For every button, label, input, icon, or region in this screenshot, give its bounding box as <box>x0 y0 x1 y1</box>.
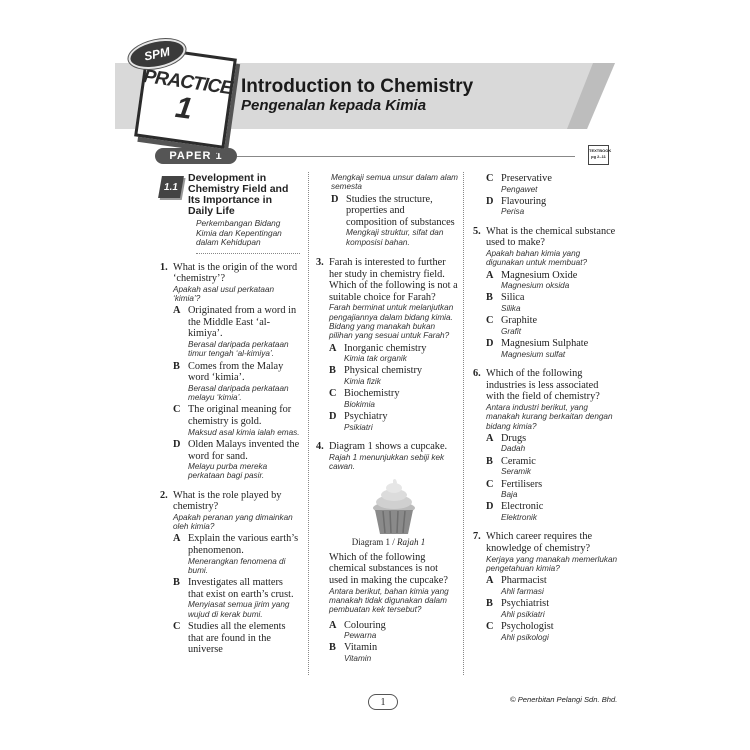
question-number: 1. <box>160 261 168 273</box>
option-text: Magnesium Sulphate <box>501 338 589 350</box>
option-text-malay: Grafit <box>501 326 522 336</box>
option-c[interactable]: C Studies all the elements that are found in the universe <box>173 621 300 656</box>
cupcake-icon <box>369 477 419 535</box>
option-text-malay: Ahli farmasi <box>501 586 544 596</box>
copyright: © Penerbitan Pelangi Sdn. Bhd. <box>510 695 618 704</box>
diagram-caption-ms: Rajah 1 <box>397 537 426 548</box>
subtopic-number: 1.1 <box>158 176 184 198</box>
column-divider <box>308 172 309 675</box>
question-4-continued <box>486 173 618 217</box>
divider <box>237 156 575 157</box>
option-text-malay: Mengkaji semua unsur dalam alam semesta <box>331 173 458 192</box>
option-text-malay: Elektronik <box>501 513 537 523</box>
option-text-malay: Biokimia <box>344 399 375 409</box>
question-3 <box>316 257 458 432</box>
question-2 <box>160 490 300 656</box>
question-number: 4. <box>316 441 324 453</box>
option-text: Psychiatrist <box>501 598 550 610</box>
option-b[interactable]: B Ceramic Seramik <box>486 456 618 477</box>
question-text-malay: Apakah peranan yang dimainkan oleh kimia? <box>173 512 293 532</box>
option-text-malay: Dadah <box>501 444 526 454</box>
option-text: Graphite <box>501 315 538 327</box>
option-text: Electronic <box>501 501 544 513</box>
option-text-malay: Ahli psikiatri <box>501 609 545 619</box>
question-5 <box>473 226 618 359</box>
question-2-continued <box>331 173 458 247</box>
option-text: Pharmacist <box>501 575 547 587</box>
question-text: What is the origin of the word ‘chemistry’? <box>173 261 298 285</box>
spm-badge: SPM <box>126 34 189 73</box>
practice-number: 1 <box>173 90 195 126</box>
option-text-malay: Berasal daripada perkataan melayu ‘kimia’. <box>188 383 289 403</box>
practice-label: PRACTICE <box>142 65 234 99</box>
option-text-malay: Magnesium sulfat <box>501 349 566 359</box>
option-d[interactable]: D Electronic Elektronik <box>486 501 618 522</box>
option-text-malay: Ahli psikologi <box>501 632 549 642</box>
option-text: Silica <box>501 292 525 304</box>
subtopic-title: Development in Chemistry Field and Its Importance in Daily Life <box>188 172 289 217</box>
column-3 <box>473 173 618 651</box>
subtopic-header <box>160 173 300 217</box>
question-number: 6. <box>473 368 481 380</box>
option-c[interactable]: C Biochemistry Biokimia <box>329 388 458 409</box>
diagram-caption-en: Diagram 1 / <box>351 537 395 548</box>
option-b[interactable]: B Investigates all matters that exist on earth’s crust. Menyiasat semua jirim yang wujud di kerak bumi. <box>173 577 300 619</box>
option-b[interactable]: B Silica Silika <box>486 292 618 313</box>
option-text: Investigates all matters that exist on earth’s crust. <box>188 577 294 600</box>
option-b[interactable]: B Physical chemistry Kimia fizik <box>329 365 458 386</box>
option-d[interactable]: D Psychiatry Psikiatri <box>329 411 458 432</box>
cupcake-image <box>329 477 458 535</box>
question-6 <box>473 368 618 522</box>
option-text: Inorganic chemistry <box>344 342 427 354</box>
option-a[interactable]: A Explain the various earth’s phenomenon. Menerangkan fenomena di bumi. <box>173 533 299 575</box>
option-text-malay: Perisa <box>501 207 525 217</box>
option-a[interactable]: A Colouring Pewarna <box>329 620 458 641</box>
page-number: 1 <box>368 694 398 710</box>
option-b[interactable]: B Comes from the Malay word ‘kimia’. Berasal daripada perkataan melayu ‘kimia’. <box>173 361 300 403</box>
page-title: Introduction to Chemistry <box>241 76 474 97</box>
option-text: The original meaning for chemistry is gold. <box>188 404 292 428</box>
option-text-malay: Psikiatri <box>344 422 373 432</box>
option-text: Vitamin <box>344 642 378 654</box>
option-text: Comes from the Malay word ‘kimia’. <box>188 360 284 384</box>
option-text: Studies all the elements that are found in the universe <box>188 621 286 656</box>
column-divider <box>463 172 464 675</box>
question-text-malay: Antara industri berikut, yang manakah kurang berkaitan dengan bidang kimia? <box>486 402 613 431</box>
option-text-malay: Kimia tak organik <box>344 354 407 364</box>
option-text: Fertilisers <box>501 478 543 490</box>
option-text-malay: Magnesium oksida <box>501 281 570 291</box>
option-text: Studies the structure, properties and composition of substances <box>346 193 455 228</box>
option-text-malay: Menyiasat semua jirim yang wujud di kerak bumi. <box>188 600 290 619</box>
option-d[interactable]: D Flavouring Perisa <box>486 196 618 217</box>
question-7 <box>473 531 618 641</box>
option-text: Originated from a word in the Middle East ‘al-kimiya’. <box>188 305 297 340</box>
option-text: Biochemistry <box>344 388 400 400</box>
option-text-malay: Berasal daripada perkataan timur tengah ‘al-kimiya’. <box>188 340 289 359</box>
textbook-label: TEXTBOOK <box>589 148 612 153</box>
option-text: Explain the various earth’s phenomenon. <box>188 533 299 557</box>
question-1 <box>160 262 300 481</box>
option-c[interactable]: C The original meaning for chemistry is gold. Maksud asal kimia ialah emas. <box>173 404 300 437</box>
question-number: 5. <box>473 225 481 237</box>
option-text: Drugs <box>501 432 527 444</box>
option-text: Ceramic <box>501 455 536 467</box>
option-text-malay: Menerangkan fenomena di bumi. <box>188 556 286 575</box>
question-text-malay: Farah berminat untuk melanjutkan pengajiannya dalam bidang kimia. Bidang yang manakah bukan pilihan yang sesuai untuk Farah? <box>329 303 454 341</box>
option-text: Preservative <box>501 173 552 184</box>
column-2 <box>316 173 458 672</box>
option-text: Psychiatry <box>344 411 388 423</box>
option-text: Physical chemistry <box>344 365 423 377</box>
question-text: Which of the following industries is less associated with the field of chemistry? <box>486 368 600 403</box>
option-b[interactable]: B Vitamin Vitamin <box>329 642 458 663</box>
option-d[interactable]: D Olden Malays invented the word for sand. Melayu purba mereka perkataan bagi pasir. <box>173 438 300 481</box>
option-text-malay: Kimia fizik <box>344 377 381 387</box>
question-text-malay: Antara berikut, bahan kimia yang manakah tidak digunakan dalam pembuatan kek tersebut? <box>329 586 449 615</box>
option-text: Colouring <box>344 619 386 631</box>
option-text-malay: Maksud asal kimia ialah emas. <box>188 427 300 437</box>
textbook-icon <box>588 145 612 165</box>
question-number: 2. <box>160 489 168 501</box>
option-text-malay: Pewarna <box>344 631 377 641</box>
option-text-malay: Baja <box>501 490 518 500</box>
textbook-pages: pg 2–11 <box>591 154 606 159</box>
option-c[interactable]: C Preservative Pengawet <box>486 173 618 194</box>
option-c[interactable]: C Fertilisers Baja <box>486 479 618 500</box>
option-a[interactable]: A Magnesium Oxide Magnesium oksida <box>486 270 618 291</box>
question-text-malay: Rajah 1 menunjukkan sebiji kek cawan. <box>329 452 445 471</box>
option-d[interactable]: D Studies the structure, properties and composition of substances Mengkaji struktur, sifat dan komposisi bahan. <box>331 194 458 247</box>
question-4 <box>316 441 458 663</box>
option-a[interactable]: A Originated from a word in the Middle East ‘al-kimiya’. Berasal daripada perkataan timur tengah ‘al-kimiya’. <box>173 305 300 358</box>
subtopic-title-malay: Perkembangan Bidang Kimia dan Kepentingan dalam Kehidupan <box>196 219 300 254</box>
question-text: Diagram 1 shows a cupcake. <box>329 441 448 453</box>
question-text: What is the chemical substance used to make? <box>486 225 616 249</box>
question-text: Farah is interested to further her study in chemistry field. Which of the following is not a suitable choice for Farah? <box>329 256 458 303</box>
option-text: Psychologist <box>501 620 554 632</box>
option-text-malay: Seramik <box>501 467 532 477</box>
option-text-malay: Melayu purba mereka perkataan bagi pasir. <box>188 462 268 481</box>
page-title-malay: Pengenalan kepada Kimia <box>241 97 427 114</box>
question-text: Which of the following chemical substances is not used in making the cupcake? <box>329 551 448 587</box>
question-text-malay: Kerjaya yang manakah memerlukan pengetahuan kimia? <box>486 554 618 573</box>
option-text-malay: Mengkaji struktur, sifat dan komposisi bahan. <box>346 228 444 247</box>
paper-label: PAPER 1 <box>155 148 237 164</box>
option-c[interactable]: C Psychologist Ahli psikologi <box>486 621 618 642</box>
option-b[interactable]: B Psychiatrist Ahli psikiatri <box>486 598 618 619</box>
option-c[interactable]: C Graphite Grafit <box>486 315 618 336</box>
option-a[interactable]: A Pharmacist Ahli farmasi <box>486 575 618 596</box>
option-text: Flavouring <box>501 195 547 207</box>
question-text: What is the role played by chemistry? <box>173 489 282 513</box>
question-number: 3. <box>316 256 324 268</box>
column-1 <box>160 173 300 665</box>
question-text-malay: Apakah asal usul perkataan ‘kimia’? <box>173 284 275 303</box>
option-text-malay: Silika <box>501 304 521 314</box>
question-text: Which career requires the knowledge of chemistry? <box>486 531 593 554</box>
question-number: 7. <box>473 531 481 543</box>
option-a[interactable]: A Inorganic chemistry Kimia tak organik <box>329 343 458 364</box>
option-text: Olden Malays invented the word for sand. <box>188 438 300 462</box>
question-text-malay: Apakah bahan kimia yang digunakan untuk membuat? <box>486 248 588 268</box>
option-d[interactable]: D Magnesium Sulphate Magnesium sulfat <box>486 338 618 359</box>
option-text: Magnesium Oxide <box>501 269 578 281</box>
option-a[interactable]: A Drugs Dadah <box>486 433 618 454</box>
option-text-malay: Vitamin <box>344 654 372 664</box>
option-text-malay: Pengawet <box>501 184 538 194</box>
diagram-caption <box>319 537 458 549</box>
